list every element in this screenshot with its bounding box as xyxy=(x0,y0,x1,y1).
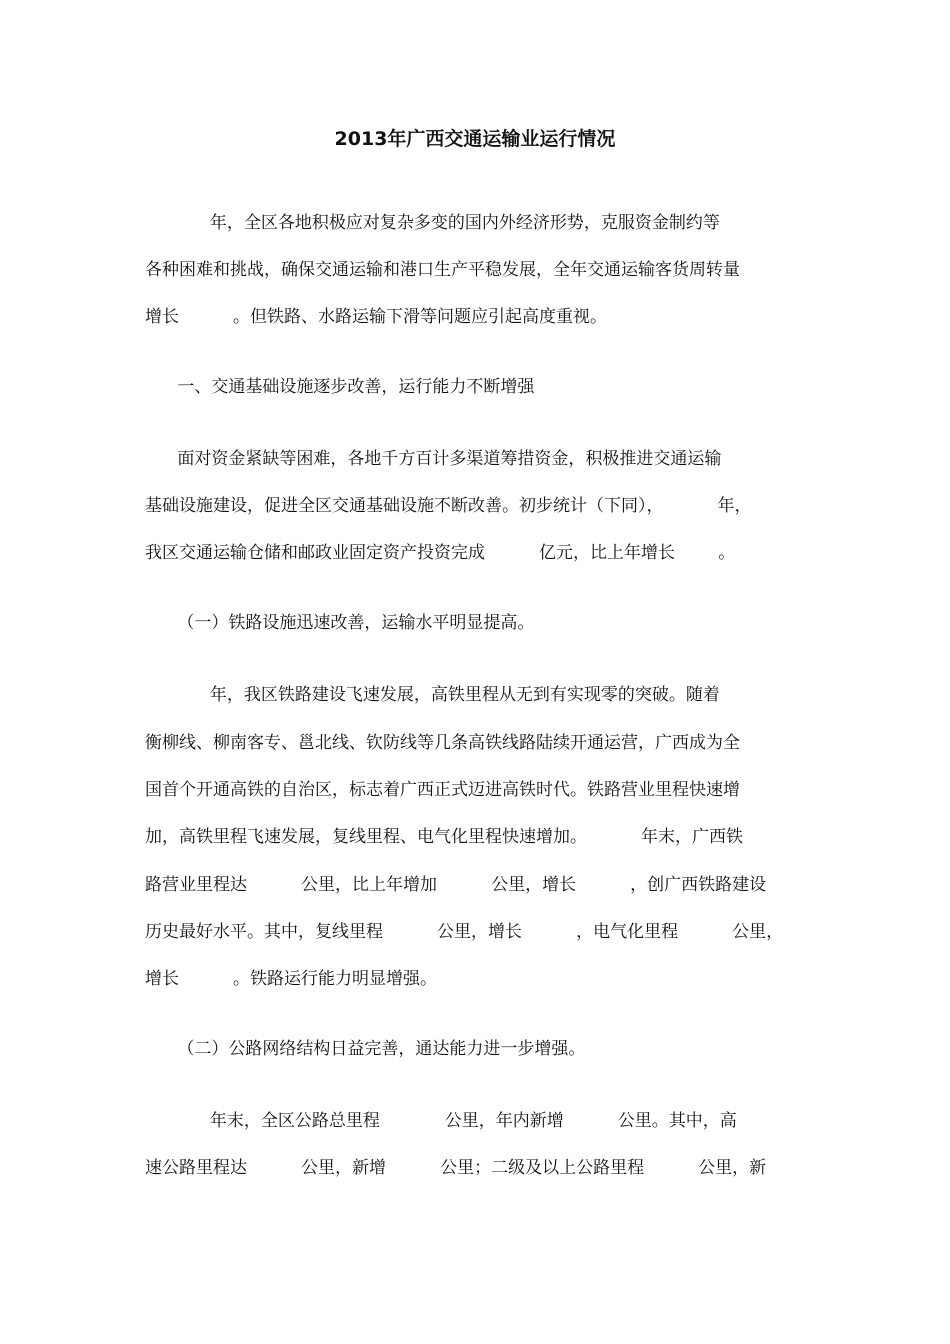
paragraph-line: 增长 。铁路运行能力明显增强。 xyxy=(145,969,438,989)
paragraph-line: 路营业里程达 公里，比上年增加 公里，增长 ，创广西铁路建设 xyxy=(145,875,767,895)
section-heading: 一、交通基础设施逐步改善，运行能力不断增强 xyxy=(145,377,535,397)
paragraph-line: 国首个开通高铁的自治区，标志着广西正式迈进高铁时代。铁路营业里程快速增 xyxy=(145,780,740,800)
paragraph-line: 各种困难和挑战，确保交通运输和港口生产平稳发展，全年交通运输客货周转量 xyxy=(145,260,740,280)
paragraph-line: 基础设施建设，促进全区交通基础设施不断改善。初步统计（下同）， 年， xyxy=(145,496,752,516)
paragraph-line: 年末，全区公路总里程 公里，年内新增 公里。其中，高 xyxy=(145,1111,737,1131)
paragraph-line: 我区交通运输仓储和邮政业固定资产投资完成 亿元，比上年增长 。 xyxy=(145,543,736,563)
paragraph-line: 速公路里程达 公里，新增 公里；二级及以上公路里程 公里，新 xyxy=(145,1158,767,1178)
subsection-heading: （二）公路网络结构日益完善，通达能力进一步增强。 xyxy=(145,1039,586,1059)
document-title: 2013年广西交通运输业运行情况 xyxy=(334,128,616,150)
paragraph-line: 增长 。但铁路、水路运输下滑等问题应引起高度重视。 xyxy=(145,307,608,327)
paragraph-line: 加，高铁里程飞速发展，复线里程、电气化里程快速增加。 年末，广西铁 xyxy=(145,827,744,847)
paragraph-line: 年，全区各地积极应对复杂多变的国内外经济形势，克服资金制约等 xyxy=(145,213,720,233)
paragraph-line: 衡柳线、柳南客专、邕北线、钦防线等几条高铁线路陆续开通运营，广西成为全 xyxy=(145,733,740,753)
paragraph-line: 面对资金紧缺等困难，各地千方百计多渠道筹措资金，积极推进交通运输 xyxy=(145,449,722,469)
paragraph-line: 年，我区铁路建设飞速发展，高铁里程从无到有实现零的突破。随着 xyxy=(145,685,720,705)
paragraph-line: 历史最好水平。其中，复线里程 公里，增长 ，电气化里程 公里， xyxy=(145,922,784,942)
subsection-heading: （一）铁路设施迅速改善，运输水平明显提高。 xyxy=(145,613,535,633)
